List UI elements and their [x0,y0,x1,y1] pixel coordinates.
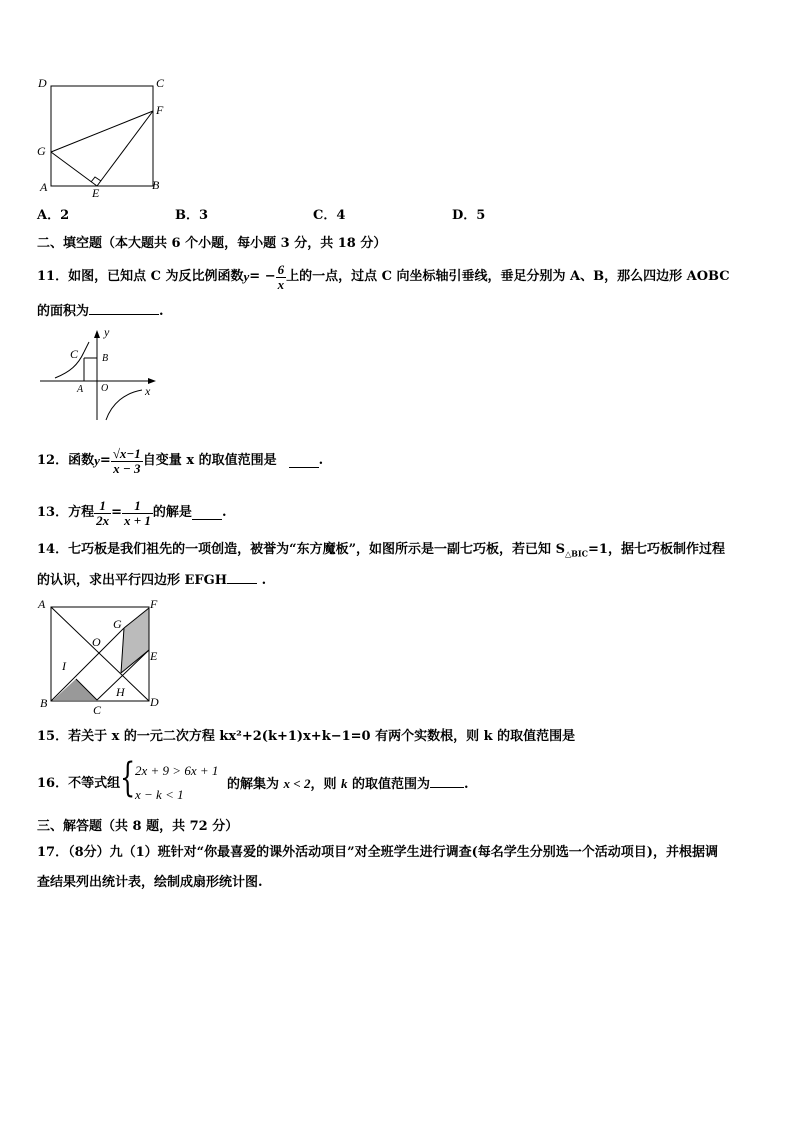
label-o: O [101,383,109,394]
q14-line1: 14．七巧板是我们祖先的一项创造，被誉为“东方魔板”，如图所示是一副七巧板，若已知 S [37,542,565,557]
q11-y: y [243,269,250,284]
label-e: E [92,186,100,200]
q13-end: . [221,505,227,520]
label-f: F [150,597,158,611]
q14-line1-end: =1，据七巧板制作过程 [588,542,725,557]
label-g: G [113,617,122,631]
label-c: C [93,703,102,717]
q11-post: 上的一点，过点 C 向坐标轴引垂线，垂足分别为 A、B，那么四边形 AOBC [286,269,730,284]
label-e: E [150,649,158,663]
brace-icon: { [120,755,136,801]
label-d: D [38,76,47,90]
q14-subscript: △BIC [564,548,588,559]
q12-post: 自变量 x 的取值范围是 [142,453,277,468]
q12-pre: 12．函数 [37,453,95,468]
q13-numerator-left: 1 [94,499,111,514]
q12-numerator: √x−1 [112,445,141,461]
q13-eq: = [111,505,122,520]
question-15: 15．若关于 x 的一元二次方程 kx²+2(k+1)x+k−1=0 有两个实数根，则 k 的取值范围是 [37,729,576,744]
q16-post2: 的取值范围为 [347,777,431,792]
question-16 [37,755,597,806]
label-b: B [40,696,48,710]
q16-tail [227,775,469,794]
section-title-answers: 三、解答题（共 8 题，共 72 分） [37,819,239,834]
q12-end: . [318,453,324,468]
question-17-line2: 查结果列出统计表，绘制成扇形统计图. [37,875,263,890]
q13-post: 的解是 [152,505,192,520]
q16-end: . [464,777,469,792]
label-g: G [37,144,46,158]
q16-inequality-2: x − k < 1 [135,787,184,802]
option-c: C．4 [313,208,346,223]
q14-line2-end: . [257,573,267,588]
q13-denominator-left: 2x [96,512,110,528]
answer-blank-16[interactable] [430,775,464,788]
q16-mid: 的解集为 [227,777,284,792]
q11-numerator: 6 [277,261,285,277]
q12-denominator: x − 3 [113,460,141,476]
q11-eq: = − [249,269,276,284]
label-i: I [62,659,66,673]
label-b: B [152,178,160,192]
label-y-axis: y [104,325,110,339]
label-c: C [156,76,165,90]
label-h: H [116,685,125,699]
option-b: B．3 [175,208,209,223]
q12-eq: = [99,453,111,468]
q11-line2-end: . [159,304,164,319]
section-title-fill-in: 二、填空题（本大题共 6 个小题，每小题 3 分，共 18 分） [37,236,387,251]
q16-post: ，则 [310,777,341,792]
q14-line2: 的认识，求出平行四边形 EFGH [37,573,228,588]
q13-denominator-right: x + 1 [124,512,151,528]
option-a: A．2 [37,208,70,223]
question-17-line1: 17．（8分）九（1）班针对“你最喜爱的课外活动项目”对全班学生进行调查(每名学生分别选一个活动项目)，并根据调 [37,845,718,860]
q16-k: k [340,776,348,791]
q11-line2: 的面积为 [37,304,90,319]
label-d: D [150,695,159,709]
q12-y: y [94,453,100,468]
q13-numerator-right: 1 [122,499,153,514]
label-a: A [77,384,84,395]
label-a: A [38,597,46,611]
q11-denominator: x [277,276,285,292]
label-c: C [70,347,79,361]
q13-pre: 13．方程 [37,505,95,520]
label-b: B [102,353,109,364]
option-d: D．5 [452,208,486,223]
q16-pre: 16．不等式组 [37,776,121,791]
q16-inequality-1: 2x + 9 > 6x + 1 [135,763,219,778]
label-o: O [92,635,101,649]
label-a: A [40,180,48,194]
q11-pre: 11．如图，已知点 C 为反比例函数 [37,269,244,284]
label-f: F [156,103,164,117]
label-x-axis: x [145,384,151,398]
q16-condition: x < 2 [283,776,311,791]
